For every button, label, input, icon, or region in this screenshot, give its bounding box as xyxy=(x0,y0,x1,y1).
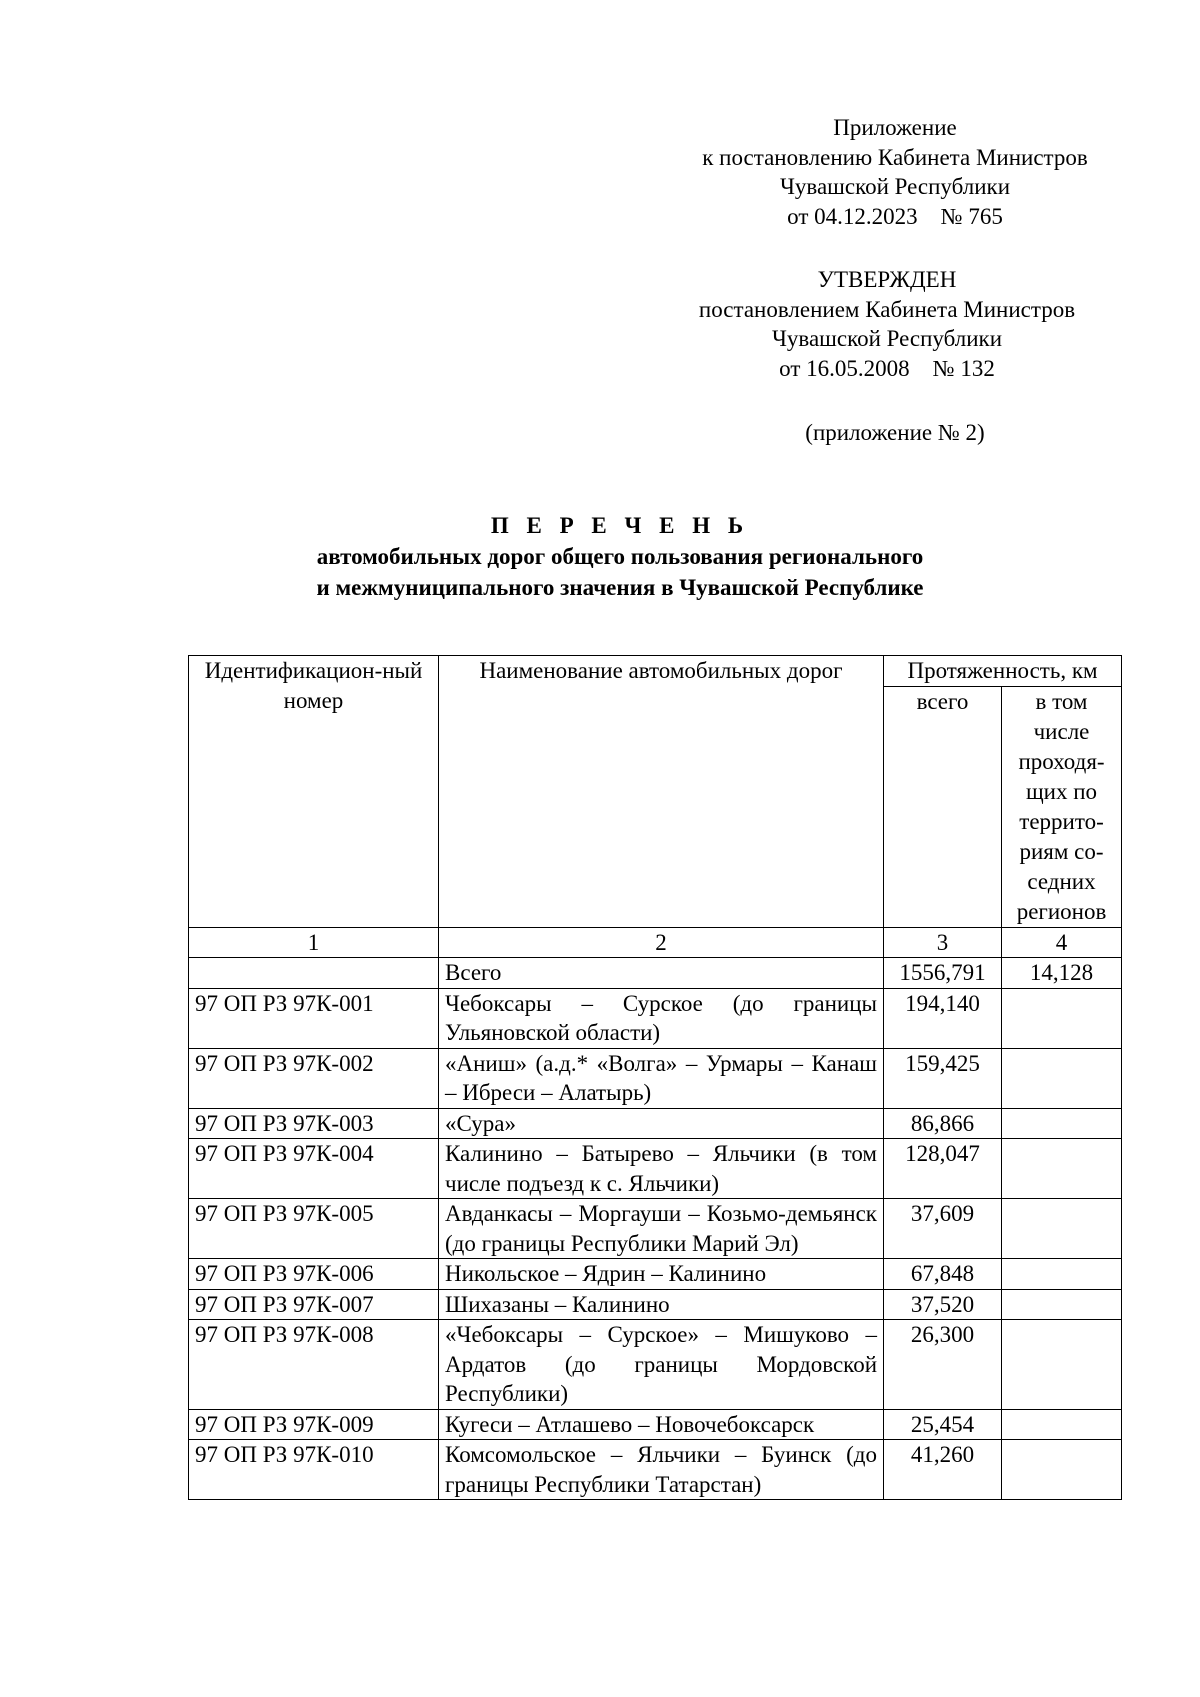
approved-line: Чувашской Республики xyxy=(771,326,1003,351)
header-neighbor: в том числе проходя-щих по террито-риям со-седних регионов xyxy=(1002,686,1122,927)
table-row xyxy=(189,988,1122,1048)
road-id: 97 ОП РЗ 97К-010 xyxy=(189,1440,439,1500)
header-length: Протяженность, км xyxy=(884,656,1122,687)
road-name: Кугеси – Атлашево – Новочебоксарск xyxy=(439,1409,884,1440)
road-neighbor xyxy=(1002,1108,1122,1139)
road-name: Шихазаны – Калинино xyxy=(439,1289,884,1320)
column-number: 2 xyxy=(439,927,884,958)
table-row xyxy=(189,1108,1122,1139)
appendix-line: к постановлению Кабинета Министров xyxy=(702,144,1088,170)
table-row xyxy=(189,1440,1122,1500)
road-total: 194,140 xyxy=(884,988,1002,1048)
approved-header xyxy=(657,265,1117,383)
header-total: всего xyxy=(884,686,1002,927)
annex-note: (приложение № 2) xyxy=(805,420,985,445)
table-row xyxy=(189,1289,1122,1320)
header-name: Наименование автомобильных дорог xyxy=(439,656,884,928)
road-name: «Аниш» (а.д.* «Волга» – Урмары – Канаш – Ибреси – Алатырь) xyxy=(439,1048,884,1108)
road-name: «Сура» xyxy=(439,1108,884,1139)
column-number-row xyxy=(189,927,1122,958)
title-heading: П Е Р Е Ч Е Н Ь xyxy=(490,513,750,538)
table-row xyxy=(189,1199,1122,1259)
road-id: 97 ОП РЗ 97К-009 xyxy=(189,1409,439,1440)
approved-line: УТВЕРЖДЕН xyxy=(817,267,957,292)
table-row xyxy=(189,1048,1122,1108)
road-neighbor xyxy=(1002,1440,1122,1500)
total-length: 1556,791 xyxy=(884,958,1002,989)
road-id: 97 ОП РЗ 97К-008 xyxy=(189,1320,439,1410)
road-id: 97 ОП РЗ 97К-005 xyxy=(189,1199,439,1259)
road-neighbor xyxy=(1002,1048,1122,1108)
road-neighbor xyxy=(1002,1409,1122,1440)
header-id: Идентификацион-ный номер xyxy=(189,656,439,928)
road-total: 26,300 xyxy=(884,1320,1002,1410)
approved-line: постановлением Кабинета Министров xyxy=(698,296,1076,322)
approved-line: от 16.05.2008 № 132 xyxy=(779,355,995,381)
road-name: Комсомольское – Яльчики – Буинск (до границы Республики Татарстан) xyxy=(439,1440,884,1500)
column-number: 3 xyxy=(884,927,1002,958)
road-id: 97 ОП РЗ 97К-003 xyxy=(189,1108,439,1139)
table-row xyxy=(189,1139,1122,1199)
road-neighbor xyxy=(1002,1199,1122,1259)
title-line-2: и межмуниципального значения в Чувашской Республике xyxy=(316,575,924,600)
column-number: 4 xyxy=(1002,927,1122,958)
road-total: 37,520 xyxy=(884,1289,1002,1320)
total-label: Всего xyxy=(439,958,884,989)
total-neighbor: 14,128 xyxy=(1002,958,1122,989)
road-neighbor xyxy=(1002,1289,1122,1320)
table-row xyxy=(189,1320,1122,1410)
roads-table xyxy=(188,655,1122,1500)
road-neighbor xyxy=(1002,1320,1122,1410)
road-total: 41,260 xyxy=(884,1440,1002,1500)
road-name: Никольское – Ядрин – Калинино xyxy=(439,1259,884,1290)
road-total: 86,866 xyxy=(884,1108,1002,1139)
road-total: 159,425 xyxy=(884,1048,1002,1108)
road-id: 97 ОП РЗ 97К-007 xyxy=(189,1289,439,1320)
road-name: Калинино – Батырево – Яльчики (в том числе подъезд к с. Яльчики) xyxy=(439,1139,884,1199)
appendix-line: Чувашской Республики xyxy=(779,174,1011,199)
total-id-cell xyxy=(189,958,439,989)
road-neighbor xyxy=(1002,1139,1122,1199)
title-line-1: автомобильных дорог общего пользования регионального xyxy=(316,544,924,569)
table-row xyxy=(189,1409,1122,1440)
road-neighbor xyxy=(1002,988,1122,1048)
total-row xyxy=(189,958,1122,989)
road-id: 97 ОП РЗ 97К-004 xyxy=(189,1139,439,1199)
appendix-line: Приложение xyxy=(833,115,957,140)
road-total: 67,848 xyxy=(884,1259,1002,1290)
appendix-line: от 04.12.2023 № 765 xyxy=(787,203,1003,229)
road-total: 128,047 xyxy=(884,1139,1002,1199)
road-name: Авданкасы – Моргауши – Козьмо-демьянск (до границы Республики Марий Эл) xyxy=(439,1199,884,1259)
road-neighbor xyxy=(1002,1259,1122,1290)
road-total: 25,454 xyxy=(884,1409,1002,1440)
table-row xyxy=(189,1259,1122,1290)
road-id: 97 ОП РЗ 97К-001 xyxy=(189,988,439,1048)
road-total: 37,609 xyxy=(884,1199,1002,1259)
road-id: 97 ОП РЗ 97К-002 xyxy=(189,1048,439,1108)
road-name: «Чебоксары – Сурское» – Мишуково – Ардатов (до границы Мордовской Республики) xyxy=(439,1320,884,1410)
road-name: Чебоксары – Сурское (до границы Ульяновской области) xyxy=(439,988,884,1048)
appendix-header xyxy=(665,113,1125,231)
road-id: 97 ОП РЗ 97К-006 xyxy=(189,1259,439,1290)
column-number: 1 xyxy=(189,927,439,958)
document-title xyxy=(260,510,980,603)
